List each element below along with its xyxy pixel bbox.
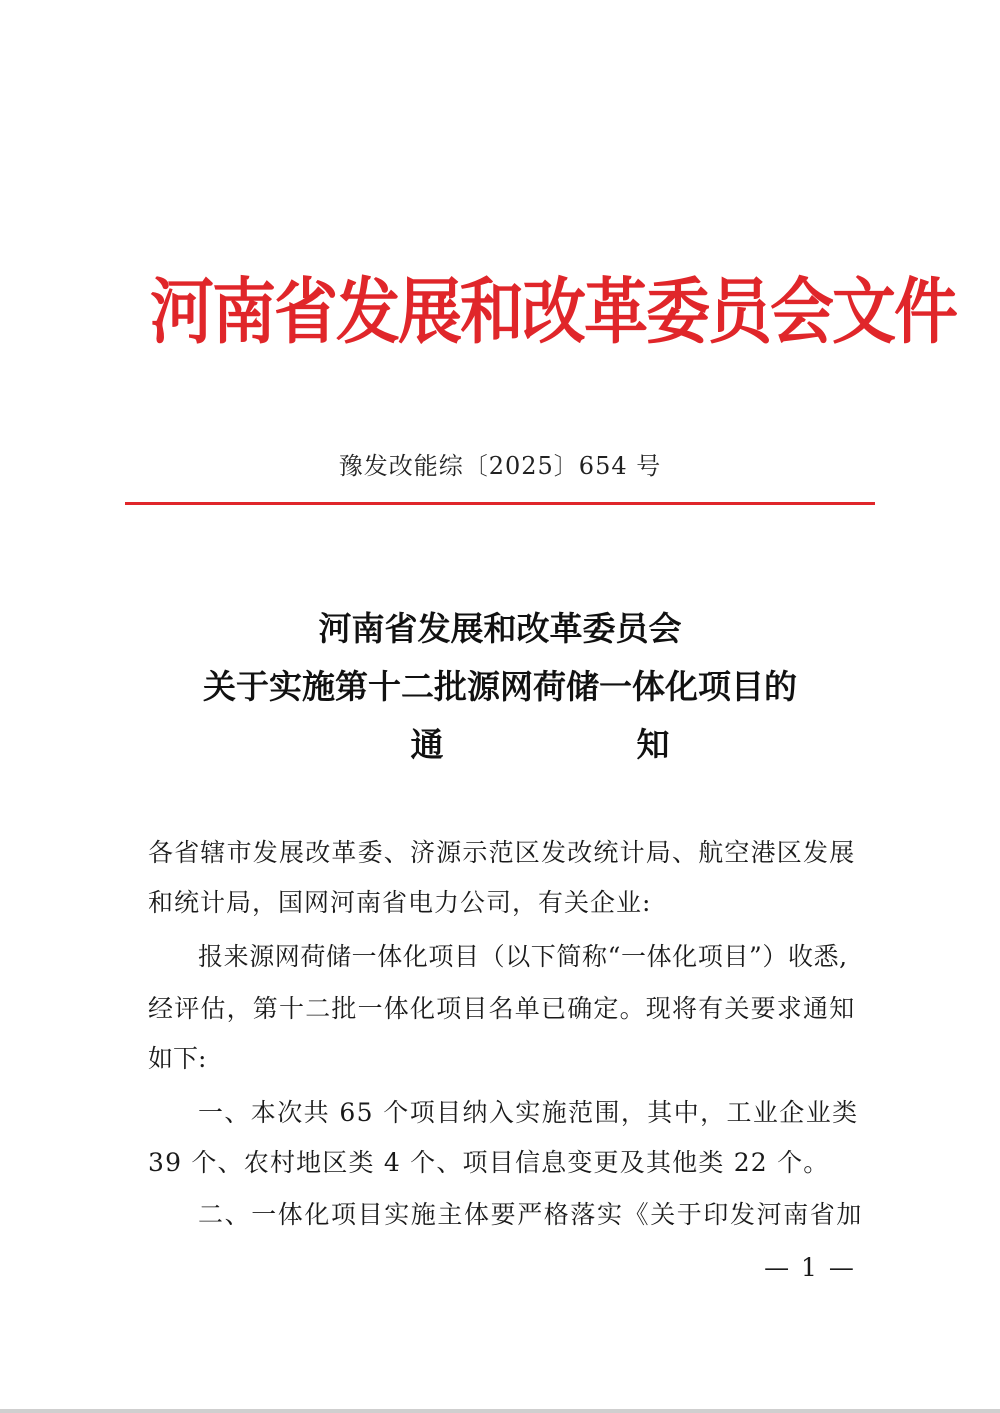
document-number: 豫发改能综〔2025〕654 号	[338, 452, 662, 480]
notice-title-line-1: 河南省发展和改革委员会	[318, 609, 682, 648]
notice-title-line-3: 通 知	[410, 725, 750, 764]
page-edge	[0, 1409, 1000, 1413]
notice-title-line-2: 关于实施第十二批源网荷储一体化项目的	[203, 667, 797, 706]
addressee-line-2: 和统计局，国网河南省电力公司，有关企业:	[148, 888, 652, 917]
body-paragraph-line: 经评估，第十二批一体化项目名单已确定。现将有关要求通知	[148, 994, 856, 1023]
body-paragraph-line: 如下:	[148, 1044, 207, 1073]
body-paragraph-line: 报来源网荷储一体化项目（以下简称“一体化项目”）收悉,	[198, 942, 848, 971]
body-paragraph-line: 二、一体化项目实施主体要严格落实《关于印发河南省加	[198, 1200, 864, 1229]
masthead-title: 河南省发展和改革委员会文件	[150, 271, 956, 355]
body-paragraph-line: 39 个、农村地区类 4 个、项目信息变更及其他类 22 个。	[148, 1148, 830, 1177]
page-number: — 1 —	[764, 1253, 856, 1282]
addressee-line-1: 各省辖市发展改革委、济源示范区发改统计局、航空港区发展	[148, 838, 856, 867]
red-divider-line	[125, 502, 875, 505]
body-paragraph-line: 一、本次共 65 个项目纳入实施范围，其中，工业企业类	[198, 1098, 859, 1127]
